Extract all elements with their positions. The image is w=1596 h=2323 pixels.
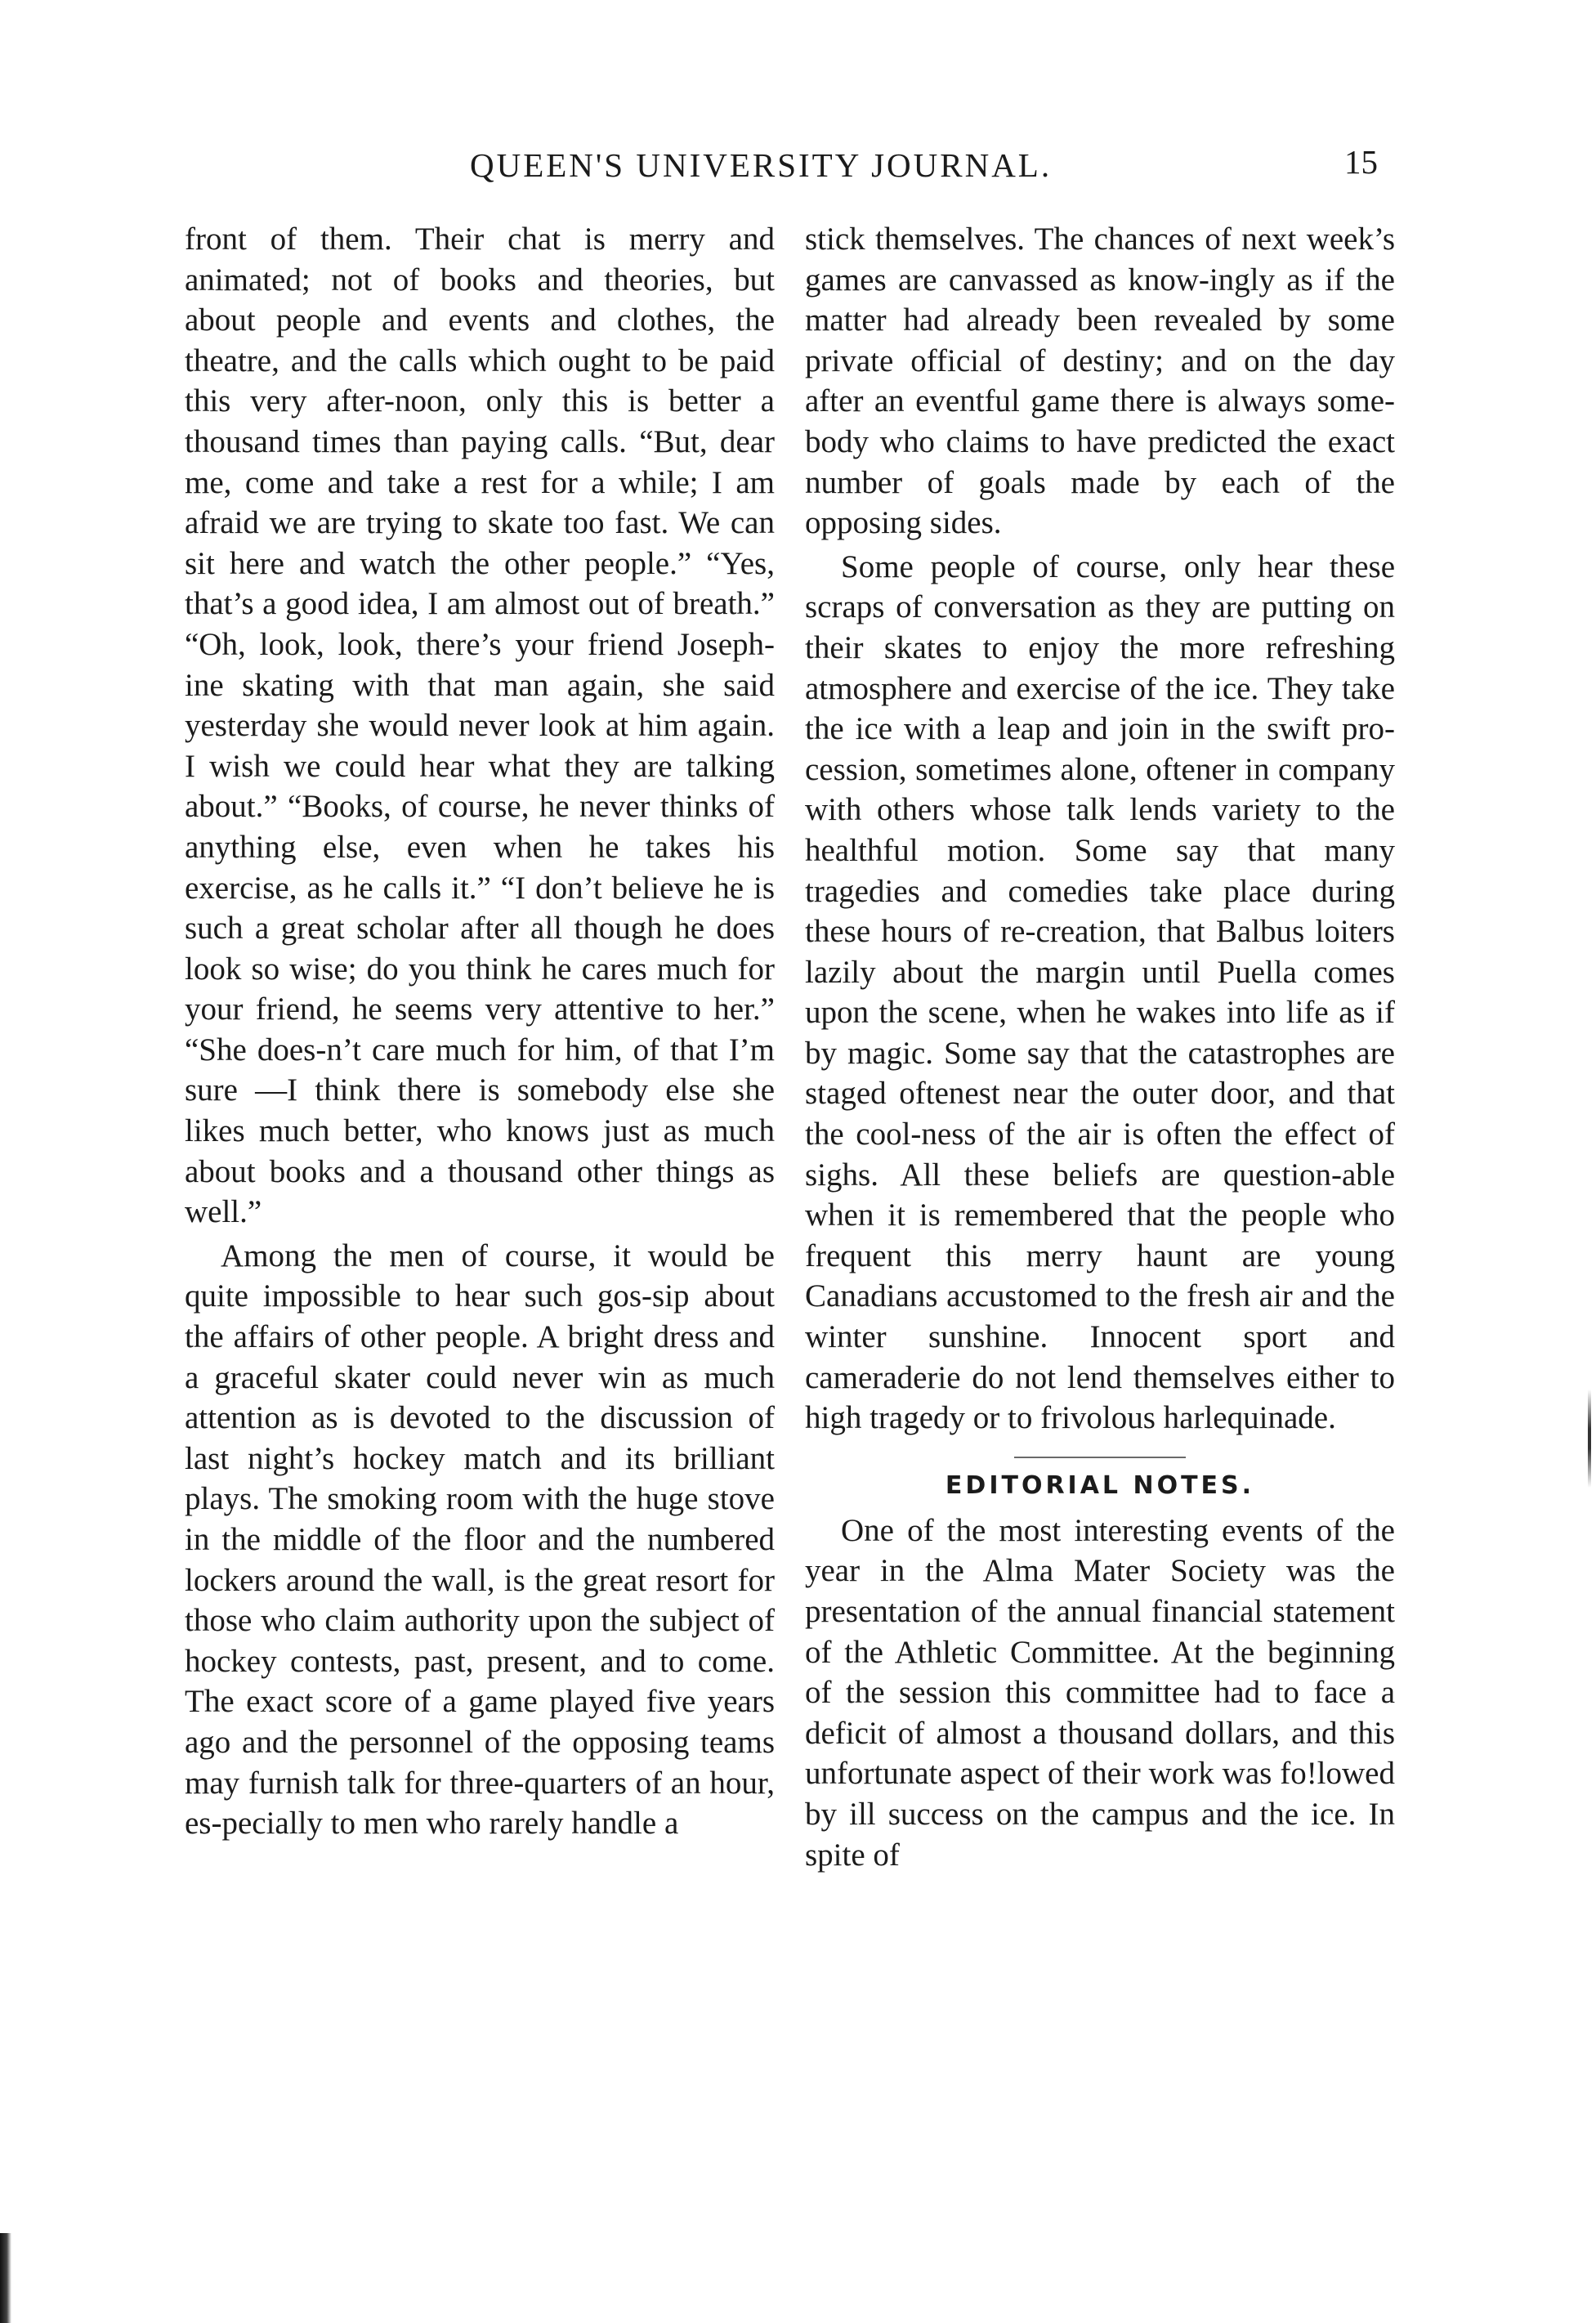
- right-paragraph-skaters: Some people of course, only hear these scraps of conversation as they are putting on their skates to enjoy the more refreshing atmosphere and exercise of the ice. They take the ice with a leap and join in the swift pro-cession, sometimes alone, oftener in company with others whose talk lends variety to the healthful motion. Some say that many tragedies and comedies take place during these hours of re-creation, that Balbus loiters lazily about the margin until Puella comes upon the scene, when he wakes into life as if by magic. Some say that the catastrophes are staged oftenest near the outer door, and that the cool-ness of the air is often the effect of sighs. All these beliefs are question-able when it is remembered that the people who frequent this merry haunt are young Canadians accustomed to the fresh air and the winter sunshine. Innocent sport and cameraderie do not lend themselves either to high tragedy or to frivolous harlequinade.: [805, 548, 1395, 1436]
- page-number: 15: [1344, 143, 1378, 181]
- binding-shadow: [0, 2233, 11, 2323]
- left-column: [185, 219, 775, 1844]
- left-paragraph-men: Among the men of course, it would be quite impossible to hear such gos-sip about the affairs of other people. A bright dress and a graceful skater could never win as much attention as is devoted to the discussion of last night’s hockey match and its brilliant plays. The smoking room with the huge stove in the middle of the floor and the numbered lockers around the wall, is the great resort for those who claim authority upon the subject of hockey contests, past, present, and to come. The exact score of a game played five years ago and the personnel of the opposing teams may furnish talk for three-quarters of an hour, es-pecially to men who rarely handle a: [185, 1238, 775, 1842]
- editorial-paragraph: One of the most interesting events of the year in the Alma Mater Society was the presentation of the annual financial statement of the Athletic Committee. At the beginning of the session this committee had to face a deficit of almost a thousand dollars, and this unfortunate aspect of their work was fo!lowed by ill success on the campus and the ice. In spite of: [805, 1512, 1395, 1873]
- section-divider: [1014, 1457, 1186, 1458]
- right-paragraph-continued: stick themselves. The chances of next week’s games are canvassed as know-ingly as if the matter had already been revealed by some private official of destiny; and on the day after an eventful game there is always some-body who claims to have predicted the exact number of goals made by each of the opposing sides.: [805, 222, 1395, 541]
- left-paragraph-continued: front of them. Their chat is merry and animated; not of books and theories, but about people and events and clothes, the theatre, and the calls which ought to be paid this very after-noon, only this is better a thousand times than paying calls. “But, dear me, come and take a rest for a while; I am afraid we are trying to skate too fast. We can sit here and watch the other people.” “Yes, that’s a good idea, I am almost out of breath.” “Oh, look, look, there’s your friend Joseph-ine skating with that man again, she said yesterday she would never look at him again. I wish we could hear what they are talking about.” “Books, of course, he never thinks of anything else, even when he takes his exercise, as he calls it.” “I don’t believe he is such a great scholar after all though he does look so wise; do you think he cares much for your friend, he seems very attentive to her.” “She does-n’t care much for him, of that I’m sure —I think there is somebody else she likes much better, who knows just as much about books and a thousand other things as well.”: [185, 222, 775, 1230]
- journal-title: QUEEN'S UNIVERSITY JOURNAL.: [470, 146, 1053, 184]
- right-column: [805, 219, 1395, 1875]
- section-heading: EDITORIAL NOTES.: [945, 1470, 1255, 1500]
- running-head: [0, 145, 1596, 195]
- page-edge-mark: [1588, 1390, 1591, 1488]
